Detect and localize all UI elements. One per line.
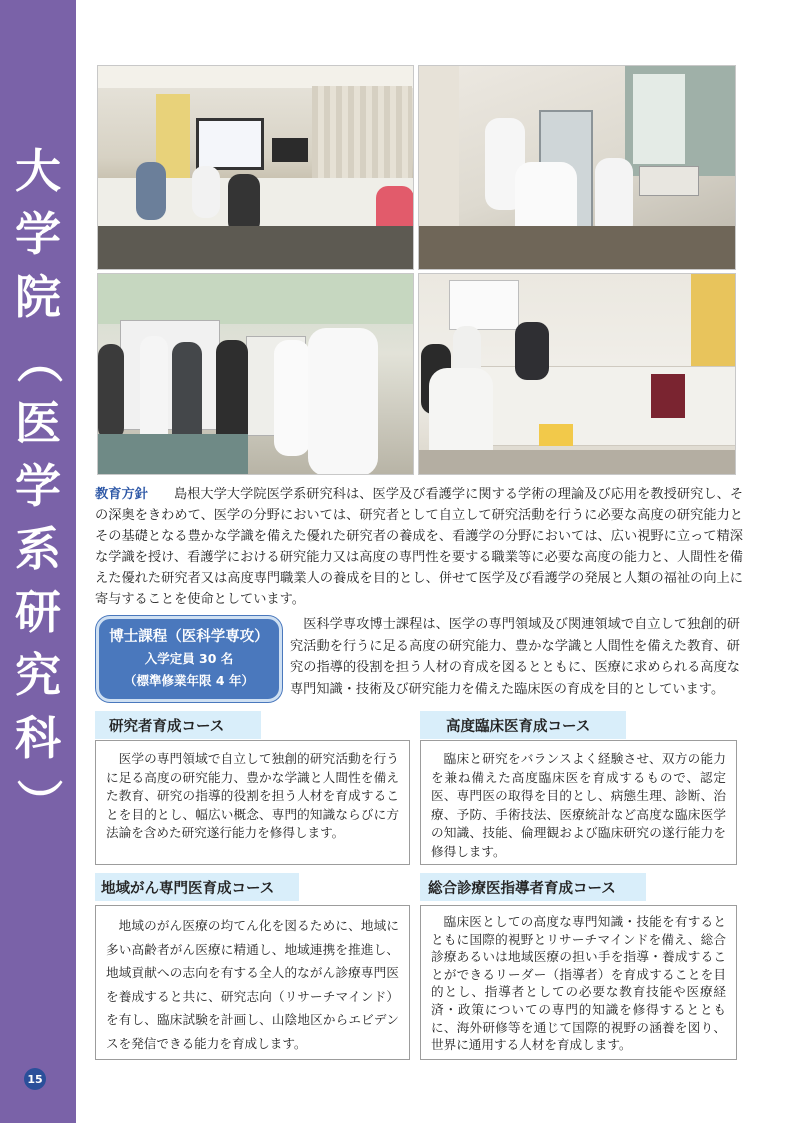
course-description-regional-cancer: 地域のがん医療の均てん化を図るために、地域に多い高齢者がん医療に精通し、地域連携を推進し、地域貢献への志向を有する全人的ながん診療専門医を養成すると共に、研究志向（リサーチマインド）を有し、臨床試験を計画し、山陰地区からエビデンスを発信できる能力を育成します。 [95,905,410,1060]
vertical-title [0,140,76,833]
photo-laboratory [418,65,736,270]
course-description-general-medicine: 臨床医としての高度な専門知識・技能を有するとともに国際的視野とリサーチマインドを備え、総合診療あるいは地域医療の担い手を指導・養成することができるリーダー（指導者）を育成することを目的とし、指導者としての必要な教育技能や医療経済・政策についての専門的知識を修得するとともに、海外研修等を通じて国際的視野の涵養を図り、世界に通用する人材を育成します。 [420,905,737,1060]
title-char: 学 [15,459,61,513]
policy-text: 島根大学大学院医学系研究科は、医学及び看護学に関する学術の理論及び応用を教授研究し、その深奥をきわめて、医学の分野においては、研究者として自立して研究活動を行うに必要な高度の研究能力とその基礎となる豊かな学識を備えた優れた研究者の養成を、看護学の分野においては、広い視野に立って精深な学識を授け、看護学における研究能力又は高度の専門性を要する職業等に必要な高度の能力と、人間性を備えた優れた研究者又は高度専門職業人の養成を目的とし、併せて医学及び看護学の発展と人類の福祉の向上に寄与することを使命としています。 [95,487,744,607]
policy-label: 教育方針 [95,487,148,502]
education-policy [95,484,743,610]
title-char: 大 [15,144,61,198]
course-description-researcher: 医学の専門領域で自立して独創的研究活動を行うに足る高度の研究能力、豊かな学識と人間性を備えた教育、研究の指導的役割を担う人材を育成することを目的とし、幅広い概念、専門的知識ならびに方法論を含めた研究遂行能力を修得します。 [95,740,410,865]
title-char: 院 [15,270,61,324]
sidebar [0,0,76,1123]
doctoral-course-description: 医科学専攻博士課程は、医学の専門領域及び関連領域で自立して独創的研究活動を行うに足る高度の研究能力、豊かな学識と人間性を備えた教育、研究の指導的役割を担う人材の育成を図るとともに、医療に求められる高度な専門知識・技術及び研究能力を備えた臨床医の育成を目的としています。 [290,617,740,697]
title-char: 医 [15,396,61,450]
standard-years: （標準修業年限 4 年） [124,673,254,688]
course-heading-researcher: 研究者育成コース [95,711,261,739]
enrollment-capacity: 入学定員 30 名 [144,651,234,666]
title-char: 究 [15,648,61,702]
title-char: 科 [15,711,61,765]
course-heading-advanced-clinician: 高度臨床医育成コース [420,711,626,739]
title-char: ） [11,778,66,825]
course-description-advanced-clinician: 臨床と研究をバランスよく経験させ、双方の能力を兼ね備えた高度臨床医を育成するもので、認定医、専門医の取得を目的とし、病態生理、診断、治療、予防、手術技法、医療統計など高度な臨床医学の知識、技能、倫理観および臨床研究の遂行能力を修得します。 [420,740,737,865]
title-char: 系 [15,522,61,576]
photo-seminar-room [97,65,414,270]
doctoral-course-title: 博士課程（医科学専攻） [109,629,269,645]
page-number: 15 [24,1068,46,1090]
title-char: 研 [15,585,61,639]
course-heading-general-medicine: 総合診療医指導者育成コース [420,873,646,901]
doctoral-course-badge [96,616,282,702]
photo-meeting-room [418,273,736,475]
course-heading-regional-cancer: 地域がん専門医育成コース [95,873,299,901]
title-char: 学 [15,207,61,261]
title-char: （ [11,337,66,384]
photo-poster-session [97,273,414,475]
